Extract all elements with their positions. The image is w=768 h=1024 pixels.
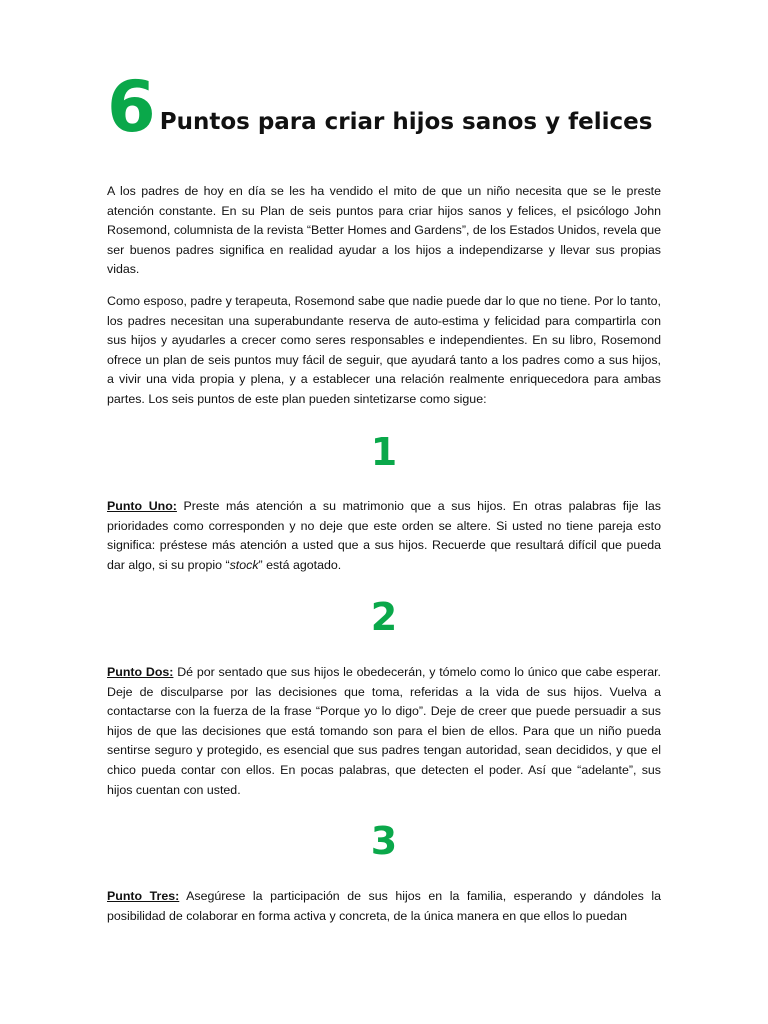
section-1-paragraph [107, 497, 661, 575]
section-2-label: Punto Dos: [107, 665, 174, 679]
document-title [107, 62, 707, 148]
section-number-3: 3 [370, 819, 398, 863]
section-1-label: Punto Uno: [107, 499, 177, 513]
section-3-text: Asegúrese la participación de sus hijos en la familia, esperando y dándoles la posibilidad de colaborar en forma activa y concreta, de la única manera en que ellos lo puedan [107, 889, 661, 923]
section-1-text-after: ” está agotado. [258, 557, 342, 572]
title-text: Puntos para criar hijos sanos y felices [159, 109, 653, 135]
section-3-paragraph [107, 887, 661, 926]
section-1-italic: stock [229, 557, 259, 572]
title-number: 6 [107, 66, 156, 148]
section-2-paragraph [107, 663, 661, 800]
section-number-2: 2 [370, 595, 398, 639]
intro-paragraph-1 [107, 182, 661, 280]
intro-text-2: Como esposo, padre y terapeuta, Rosemond sabe que nadie puede dar lo que no tiene. Por lo tanto, los padres necesitan una superabundante reserva de auto-estima y felicidad para compartirla con sus hijos y ayudarles a crecer como seres responsables e independientes. En su libro, Rosemond ofrece un plan de seis puntos muy fácil de seguir, que ayudará tanto a los padres como a sus hijos, a vivir una vida propia y plena, y a establecer una relación realmente enriquecedora para ambas partes. Los seis puntos de este plan pueden sintetizarse como sigue: [107, 294, 661, 406]
section-number-1: 1 [370, 430, 398, 474]
intro-text-1: A los padres de hoy en día se les ha vendido el mito de que un niño necesita que se le preste atención constante. En su Plan de seis puntos para criar hijos sanos y felices, el psicólogo John Rosemond, columnista de la revista “Better Homes and Gardens”, de los Estados Unidos, revela que ser buenos padres significa en realidad ayudar a los hijos a independizarse y llevar sus propias vidas. [107, 184, 661, 277]
intro-paragraph-2 [107, 292, 661, 410]
section-3-label: Punto Tres: [107, 889, 180, 903]
section-1-text-before: Preste más atención a su matrimonio que a sus hijos. En otras palabras fije las prioridades como corresponden y no deje que este orden se altere. Si usted no tiene pareja esto significa: préstese más atención a usted que a sus hijos. Recuerde que resultará difícil que pueda dar algo, si su propio “ [107, 499, 661, 572]
section-2-text: Dé por sentado que sus hijos le obedecerán, y tómelo como lo único que cabe esperar. Deje de disculparse por las decisiones que toma, referidas a la vida de sus hijos. Vuelva a contactarse con la fuerza de la frase “Porque yo lo digo”. Deje de creer que puede persuadir a sus hijos de que las decisiones que está tomando son para el bien de ellos. Para que un niño pueda sentirse seguro y protegido, es esencial que sus padres tengan autoridad, sean decididos, y que el chico pueda contar con ellos. En pocas palabras, que detecten el poder. Así que “adelante”, sus hijos cuentan con usted. [107, 665, 661, 797]
